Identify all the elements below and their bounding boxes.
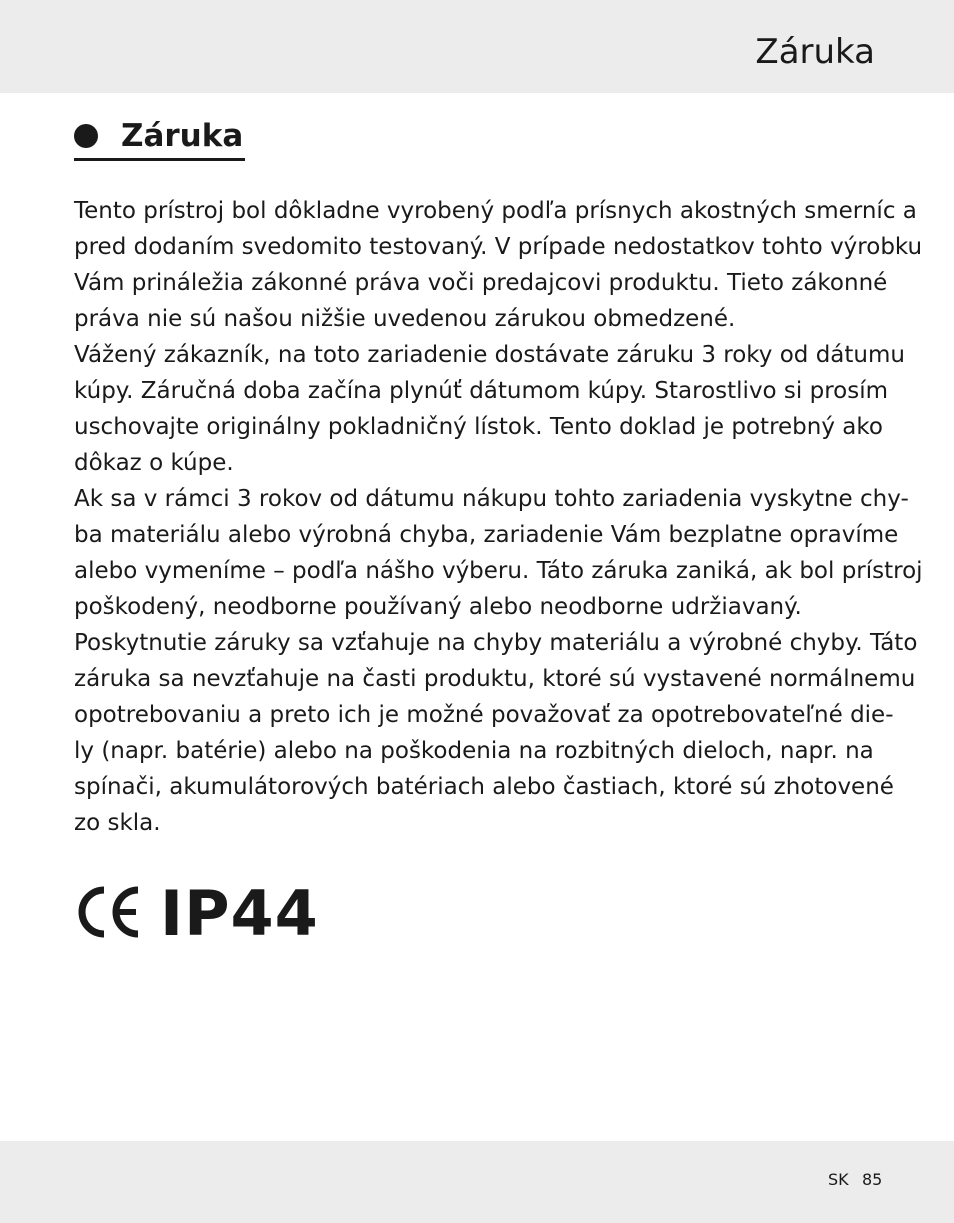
text-line: spínači, akumulátorových batériach alebo častiach, ktoré sú zhotovené xyxy=(74,774,894,800)
text-line: poškodený, neodborne používaný alebo neodborne udržiavaný. xyxy=(74,594,802,620)
ip-rating-label: IP44 xyxy=(160,877,319,950)
header-band xyxy=(0,0,954,93)
certification-marks xyxy=(74,877,319,950)
text-line: Vám prináležia zákonné práva voči predajcovi produktu. Tieto zákonné xyxy=(74,270,888,296)
text-line: ba materiálu alebo výrobná chyba, zariadenie Vám bezplatne opravíme xyxy=(74,522,899,548)
text-line: dôkaz o kúpe. xyxy=(74,450,234,476)
footer-band xyxy=(0,1141,954,1223)
text-line: alebo vymeníme – podľa nášho výberu. Táto záruka zaniká, ak bol prístroj xyxy=(74,558,923,584)
warranty-text xyxy=(74,193,923,841)
text-line: záruka sa nevzťahuje na časti produktu, ktoré sú vystavené normálnemu xyxy=(74,666,916,692)
text-line: Ak sa v rámci 3 rokov od dátumu nákupu tohto zariadenia vyskytne chy- xyxy=(74,486,909,512)
page-header-title: Záruka xyxy=(755,32,875,72)
text-line: uschovajte originálny pokladničný lístok. Tento doklad je potrebný ako xyxy=(74,414,883,440)
footer-language: SK xyxy=(828,1170,849,1189)
section-title: Záruka xyxy=(121,118,244,154)
ce-mark-icon xyxy=(74,886,142,938)
section-heading xyxy=(74,114,245,161)
page-number: 85 xyxy=(862,1170,883,1189)
text-line: ly (napr. batérie) alebo na poškodenia na rozbitných dieloch, napr. na xyxy=(74,738,874,764)
text-line: kúpy. Záručná doba začína plynúť dátumom kúpy. Starostlivo si prosím xyxy=(74,378,889,404)
text-line: práva nie sú našou nižšie uvedenou zárukou obmedzené. xyxy=(74,306,736,332)
text-line: Vážený zákazník, na toto zariadenie dostávate záruku 3 roky od dátumu xyxy=(74,342,905,368)
text-line: zo skla. xyxy=(74,810,161,836)
text-line: opotrebovaniu a preto ich je možné považovať za opotrebovateľné die- xyxy=(74,702,894,728)
bullet-icon xyxy=(74,124,98,148)
text-line: Poskytnutie záruky sa vzťahuje na chyby materiálu a výrobné chyby. Táto xyxy=(74,630,918,656)
text-line: Tento prístroj bol dôkladne vyrobený podľa prísnych akostných smerníc a xyxy=(74,198,917,224)
text-line: pred dodaním svedomito testovaný. V prípade nedostatkov tohto výrobku xyxy=(74,234,923,260)
